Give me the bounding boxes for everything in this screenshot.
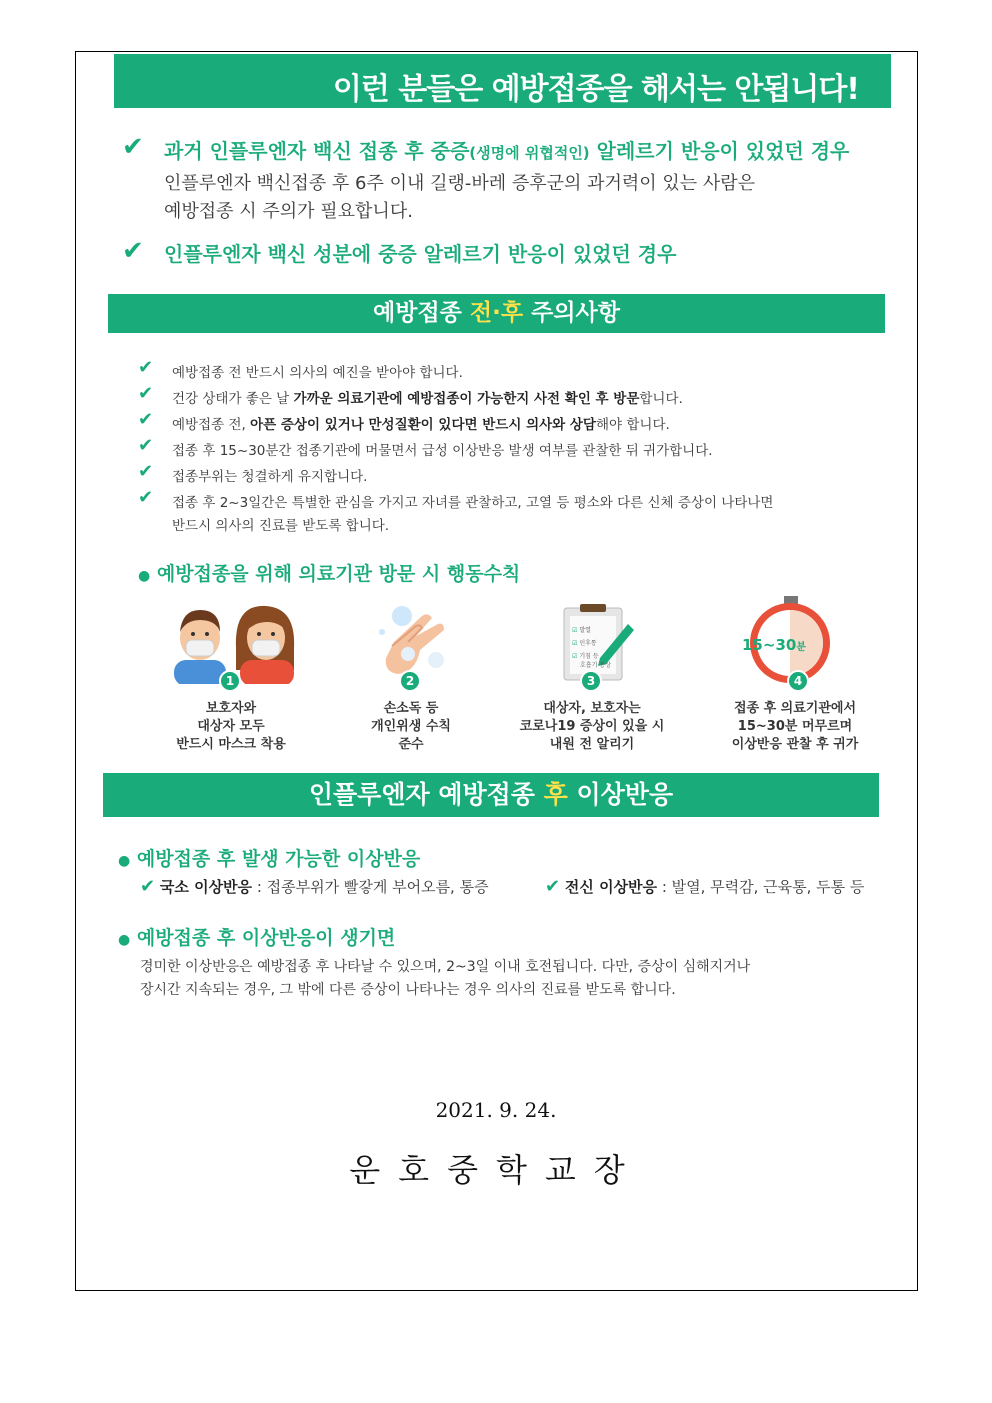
precaution-banner: 예방접종 전·후 주의사항 bbox=[108, 294, 885, 333]
contraindication-title: 이런 분들은 예방접종을 해서는 안됩니다! bbox=[332, 72, 859, 107]
visit-rules-title: ● 예방접종을 위해 의료기관 방문 시 행동수칙 bbox=[138, 563, 521, 585]
timer-label: 15~30분 bbox=[742, 636, 806, 654]
bullet-icon: ● bbox=[118, 853, 131, 869]
check-icon: ✔ bbox=[138, 357, 154, 378]
check-icon: ✔ bbox=[122, 236, 144, 266]
local-reaction: ✔ 국소 이상반응 : 접종부위가 빨갛게 부어오름, 통증 bbox=[140, 876, 489, 897]
step-caption: 접종 후 의료기관에서 15~30분 머무르며 이상반응 관찰 후 귀가 bbox=[731, 701, 859, 752]
principal-signature: 운호중학교장 bbox=[349, 1151, 643, 1189]
systemic-reaction: ✔ 전신 이상반응 : 발열, 무력감, 근육통, 두통 등 bbox=[545, 876, 865, 897]
if-reaction-title: ● 예방접종 후 이상반응이 생기면 bbox=[118, 927, 396, 949]
step-number-badge: 4 bbox=[787, 670, 809, 692]
step-number-badge: 1 bbox=[219, 670, 241, 692]
check-icon: ✔ bbox=[140, 876, 156, 897]
bullet-icon: ● bbox=[118, 932, 131, 948]
check-icon: ✔ bbox=[138, 461, 154, 482]
step-caption: 보호자와 대상자 모두 반드시 마스크 착용 bbox=[176, 701, 286, 752]
clipboard-checklist-icon bbox=[560, 602, 640, 682]
contraindication-banner bbox=[114, 54, 891, 108]
check-icon: ✔ bbox=[138, 409, 154, 430]
possible-reactions-title: ● 예방접종 후 발생 가능한 이상반응 bbox=[118, 848, 421, 870]
check-icon: ✔ bbox=[138, 487, 154, 508]
bullet-icon: ● bbox=[138, 568, 151, 584]
step-number-badge: 2 bbox=[399, 670, 421, 692]
check-icon: ✔ bbox=[138, 383, 154, 404]
contraindication-note: 인플루엔자 백신접종 후 6주 이내 길랭-바레 증후군의 과거력이 있는 사람은 예방접종 시 주의가 필요합니다. bbox=[164, 173, 756, 222]
step-number-badge: 3 bbox=[580, 670, 602, 692]
clipboard-checklist: ☑ 발열 ☑ 인후통 ☑ 기침 등 호흡기 증상 bbox=[572, 627, 611, 669]
if-reaction-text: 경미한 이상반응은 예방접종 후 나타날 수 있으며, 2~3일 이내 호전됩니다. 다만, 증상이 심해지거나 장시간 지속되는 경우, 그 밖에 다른 증상이 나타나는 경우 의사의 진료를 받도록 합니다. bbox=[140, 959, 751, 998]
issue-date: 2021. 9. 24. bbox=[435, 1098, 557, 1122]
step-caption: 대상자, 보호자는 코로나19 증상이 있을 시 내원 전 알리기 bbox=[519, 701, 665, 752]
adverse-reaction-banner: 인플루엔자 예방접종 후 이상반응 bbox=[103, 773, 879, 817]
check-icon: ✔ bbox=[545, 876, 561, 897]
check-icon: ✔ bbox=[138, 435, 154, 456]
step-caption: 손소독 등 개인위생 수칙 준수 bbox=[371, 701, 451, 752]
contraindication-item-1: 과거 인플루엔자 백신 접종 후 중증(생명에 위협적인) 알레르기 반응이 있었던 경우 bbox=[164, 139, 850, 163]
check-icon: ✔ bbox=[122, 132, 144, 162]
contraindication-item-2: 인플루엔자 백신 성분에 중증 알레르기 반응이 있었던 경우 bbox=[164, 242, 677, 266]
